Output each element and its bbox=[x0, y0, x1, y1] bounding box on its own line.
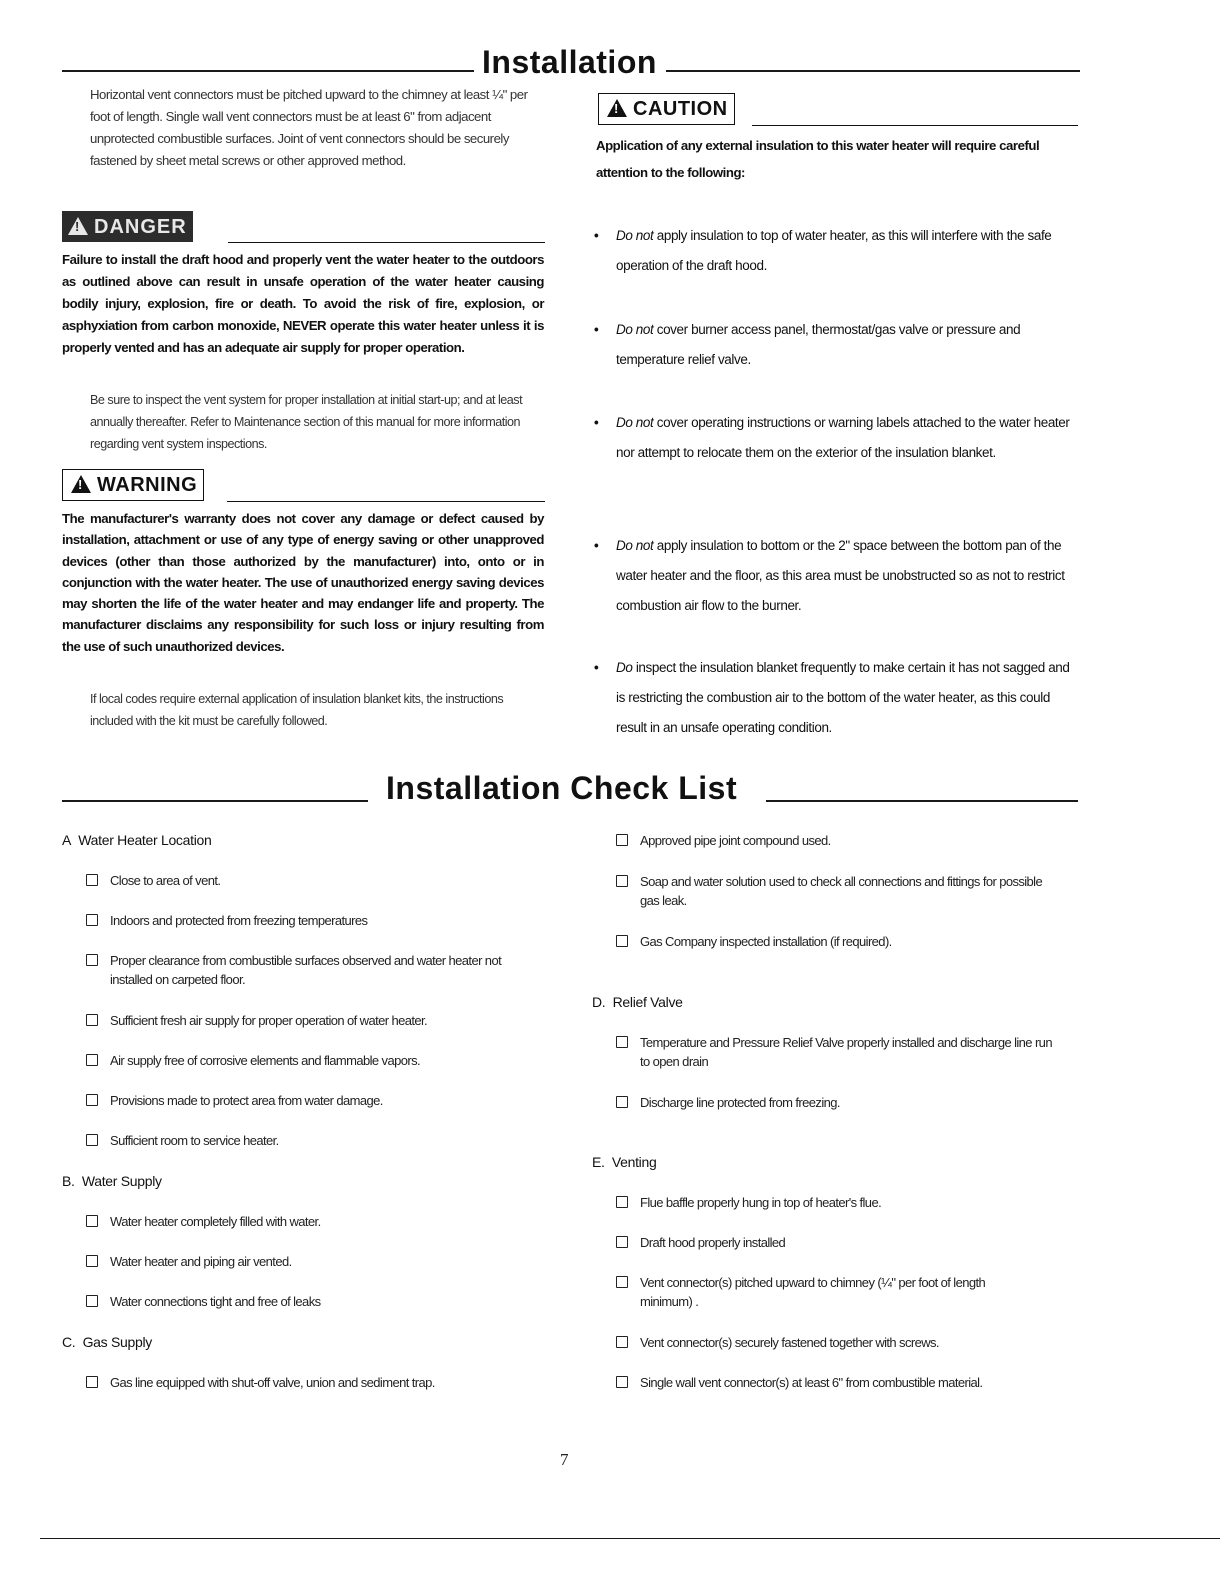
danger-text: Failure to install the draft hood and properly vent the water heater to the outdoors as outlined above can result in unsafe operation of the water heater causing bodily injury, explosion, fire or death. To avoid the risk of fire, explosion, or asphyxiation from carbon monoxide, NEVER operate this water heater unless it is properly vented and has an adequate air supply for proper operation. bbox=[62, 252, 544, 355]
section-e-heading: E. Venting bbox=[592, 1154, 657, 1170]
checklist-item[interactable]: Water heater completely filled with water. bbox=[110, 1212, 530, 1231]
danger-label bbox=[62, 211, 193, 242]
checkbox[interactable] bbox=[86, 874, 98, 886]
checklist-item[interactable]: Sufficient fresh air supply for proper operation of water heater. bbox=[110, 1011, 530, 1030]
caution-label bbox=[598, 93, 735, 125]
checklist-item[interactable]: Approved pipe joint compound used. bbox=[640, 831, 1060, 850]
page-number: 7 bbox=[560, 1450, 569, 1469]
footer-rule bbox=[40, 1538, 1220, 1539]
checklist-item[interactable]: Air supply free of corrosive elements and flammable vapors. bbox=[110, 1051, 530, 1070]
checkbox[interactable] bbox=[616, 1336, 628, 1348]
checklist-item[interactable]: Draft hood properly installed bbox=[640, 1233, 1060, 1252]
section-b-heading: B. Water Supply bbox=[62, 1173, 162, 1189]
checkbox[interactable] bbox=[616, 1236, 628, 1248]
checklist-item[interactable]: Sufficient room to service heater. bbox=[110, 1131, 530, 1150]
installation-heading: Installation bbox=[482, 44, 657, 80]
checkbox[interactable] bbox=[616, 1096, 628, 1108]
checkbox[interactable] bbox=[86, 1014, 98, 1026]
caution-bullet-1: • Do not apply insulation to top of water heater, as this will interfere with the safe operation of the draft hood. bbox=[594, 228, 1052, 273]
checkbox[interactable] bbox=[616, 1376, 628, 1388]
caution-bullet-4: • Do not apply insulation to bottom or the 2" space between the bottom pan of the water heater and the floor, as this area must be unobstructed so as not to restrict combustion air flow to the burner. bbox=[594, 538, 1065, 613]
checkbox[interactable] bbox=[616, 1036, 628, 1048]
section-c-heading: C. Gas Supply bbox=[62, 1334, 152, 1350]
installation-heading-rule-left bbox=[62, 70, 474, 72]
warning-label bbox=[62, 469, 204, 501]
checklist-item[interactable]: Water connections tight and free of leaks bbox=[110, 1292, 530, 1311]
checklist-item[interactable]: Proper clearance from combustible surfaces observed and water heater not installed on carpeted floor. bbox=[110, 951, 522, 989]
checklist-heading-rule-left bbox=[62, 800, 368, 802]
warning-rule bbox=[227, 501, 545, 502]
caution-text: Application of any external insulation to this water heater will require careful attention to the following: bbox=[596, 138, 1040, 180]
checklist-item[interactable]: Single wall vent connector(s) at least 6" from combustible material. bbox=[640, 1373, 1010, 1392]
checklist-item[interactable]: Provisions made to protect area from water damage. bbox=[110, 1091, 530, 1110]
checkbox[interactable] bbox=[616, 1196, 628, 1208]
warning-text: The manufacturer's warranty does not cover any damage or defect caused by installation, attachment or use of any type of energy saving or other unapproved devices (other than those authorized by the manufacturer) into, onto or in conjunction with the water heater. The use of unauthorized energy saving devices may shorten the life of the water heater and may endanger life and property. The manufacturer disclaims any responsibility for such loss or injury resulting from the use of such unauthorized devices. bbox=[62, 511, 544, 654]
danger-rule bbox=[228, 242, 545, 243]
checklist-item[interactable]: Indoors and protected from freezing temperatures bbox=[110, 911, 530, 930]
section-a-heading: A Water Heater Location bbox=[62, 832, 212, 848]
vent-connector-intro: Horizontal vent connectors must be pitched upward to the chimney at least ¼" per foot of length. Single wall vent connectors must be at least 6" from adjacent unprotected combustible surfaces. Joint of vent connectors should be securely fastened by sheet metal screws or other approved method. bbox=[90, 87, 528, 168]
checklist-item[interactable]: Temperature and Pressure Relief Valve properly installed and discharge line run to open drain bbox=[640, 1033, 1060, 1071]
warning-triangle-icon bbox=[71, 475, 91, 493]
installation-heading-rule-right bbox=[666, 70, 1080, 72]
checkbox[interactable] bbox=[86, 1295, 98, 1307]
warning-triangle-icon bbox=[607, 99, 627, 117]
checkbox[interactable] bbox=[616, 834, 628, 846]
checkbox[interactable] bbox=[86, 1255, 98, 1267]
checklist-item[interactable]: Discharge line protected from freezing. bbox=[640, 1093, 1060, 1112]
checkbox[interactable] bbox=[86, 914, 98, 926]
checkbox[interactable] bbox=[616, 935, 628, 947]
checklist-item[interactable]: Gas Company inspected installation (if required). bbox=[640, 932, 1060, 951]
checklist-item[interactable]: Flue baffle properly hung in top of heater's flue. bbox=[640, 1193, 1060, 1212]
caution-rule bbox=[752, 125, 1078, 126]
checklist-item[interactable]: Vent connector(s) securely fastened together with screws. bbox=[640, 1333, 1060, 1352]
caution-bullet-2: • Do not cover burner access panel, thermostat/gas valve or pressure and temperature relief valve. bbox=[594, 322, 1021, 367]
danger-label-text: DANGER bbox=[94, 216, 187, 238]
checklist-item[interactable]: Close to area of vent. bbox=[110, 871, 530, 890]
checkbox[interactable] bbox=[86, 1094, 98, 1106]
checklist-heading-rule-right bbox=[766, 800, 1078, 802]
caution-bullet-5: • Do inspect the insulation blanket frequently to make certain it has not sagged and is restricting the combustion air to the bottom of the water heater, as this could result in an unsafe operating condition. bbox=[594, 660, 1070, 735]
local-codes-note: If local codes require external application of insulation blanket kits, the instructions included with the kit must be carefully followed. bbox=[90, 692, 504, 728]
checklist-item[interactable]: Vent connector(s) pitched upward to chimney (¼" per foot of length minimum) . bbox=[640, 1273, 1030, 1311]
checkbox[interactable] bbox=[86, 1215, 98, 1227]
section-d-heading: D. Relief Valve bbox=[592, 994, 683, 1010]
warning-triangle-icon bbox=[68, 217, 88, 235]
checklist-item[interactable]: Water heater and piping air vented. bbox=[110, 1252, 530, 1271]
checkbox[interactable] bbox=[86, 1134, 98, 1146]
caution-label-text: CAUTION bbox=[633, 98, 728, 120]
checkbox[interactable] bbox=[86, 954, 98, 966]
checkbox[interactable] bbox=[86, 1376, 98, 1388]
checklist-item[interactable]: Soap and water solution used to check all connections and fittings for possible gas leak. bbox=[640, 872, 1060, 910]
vent-inspection-note: Be sure to inspect the vent system for proper installation at initial start-up; and at least annually thereafter. Refer to Maintenance section of this manual for more information regarding vent system inspections. bbox=[90, 393, 523, 451]
checkbox[interactable] bbox=[616, 1276, 628, 1288]
checklist-heading: Installation Check List bbox=[386, 770, 738, 806]
warning-label-text: WARNING bbox=[97, 474, 198, 496]
checklist-item[interactable]: Gas line equipped with shut-off valve, union and sediment trap. bbox=[110, 1373, 480, 1392]
checkbox[interactable] bbox=[86, 1054, 98, 1066]
checkbox[interactable] bbox=[616, 875, 628, 887]
caution-bullet-3: • Do not cover operating instructions or warning labels attached to the water heater nor attempt to relocate them on the exterior of the insulation blanket. bbox=[594, 415, 1070, 460]
